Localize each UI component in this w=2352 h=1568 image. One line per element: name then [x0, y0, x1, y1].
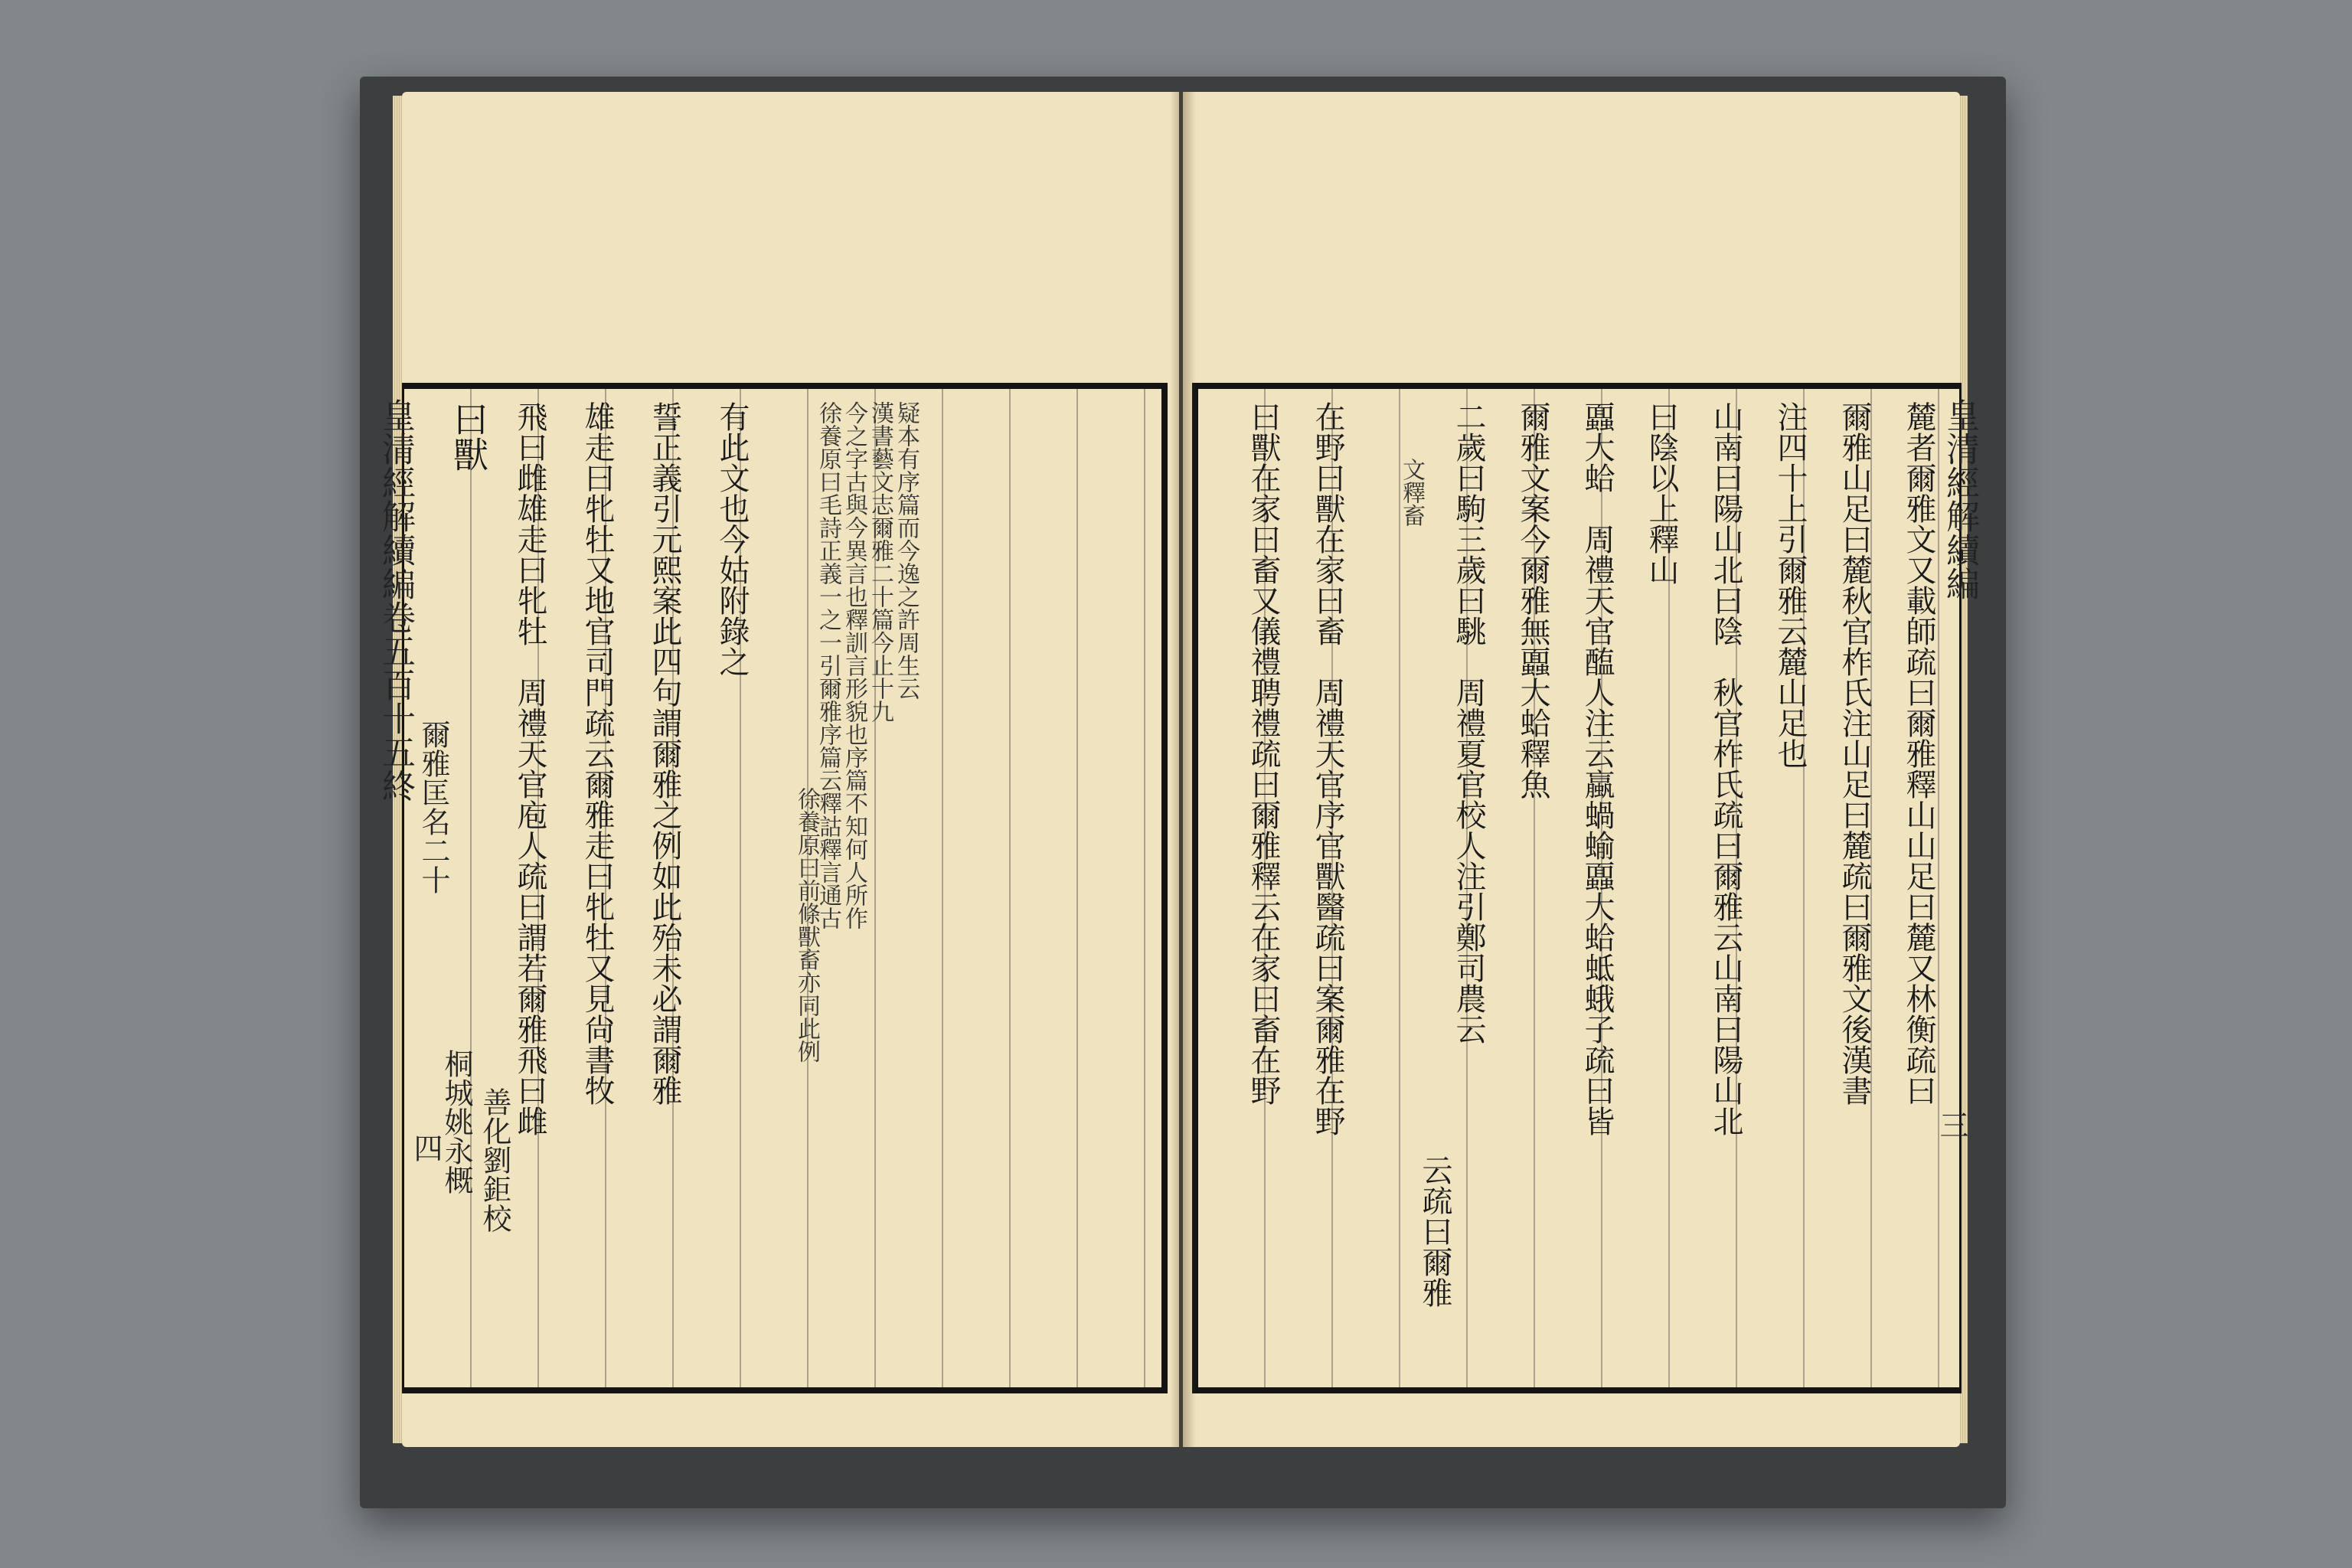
note-column: 今之字古與今異言也釋訓言形貌也序篇不知何人所作 — [841, 401, 867, 929]
right-page-number: 三 — [1935, 1110, 1968, 1139]
text-column: 爾雅文案今爾雅無蠠大蛤釋魚 — [1515, 401, 1550, 799]
text-column: 在野曰獸在家曰畜 周禮天官序官獸醫疏曰案爾雅在野 — [1310, 401, 1345, 1136]
text-column: 有此文也今姑附錄之 — [714, 401, 750, 677]
text-column: 飛曰雌雄走曰牝牡 周禮天官庖人疏曰謂若爾雅飛曰雌 — [512, 401, 547, 1136]
note-column: 文釋畜 — [1398, 458, 1425, 527]
note-column: 徐養原曰毛詩正義一之一引爾雅序篇云釋詁釋言通古 — [815, 401, 841, 929]
text-column: 誓正義引元熙案此四句謂爾雅之例如此殆未必謂爾雅 — [647, 401, 682, 1106]
text-column: 曰陰以上釋山 — [1644, 401, 1679, 585]
note-column: 疑本有序篇而今逸之許周生云 — [893, 401, 920, 700]
text-column: 麓者爾雅文又載師疏曰爾雅釋山山足曰麓又林衡疏曰 — [1901, 401, 1936, 1106]
text-column: 雄走曰牝牡又地官司門疏云爾雅走曰牝牡又見尙書牧 — [580, 401, 615, 1106]
editor-credit-1: 桐城姚永概 — [439, 1049, 473, 1194]
book-spine — [1170, 92, 1196, 1447]
left-running-title: 皇清經解續編卷五百十五終 — [376, 398, 415, 802]
text-column: 云疏曰爾雅 — [1417, 1155, 1452, 1308]
left-page-number: 四 — [409, 1133, 443, 1162]
left-chapter-label: 爾雅匡名二十 — [416, 720, 450, 894]
note-column: 漢書藝文志爾雅二十篇今止十九 — [867, 401, 893, 723]
note-column: 徐養原曰前條獸畜亦同此例 — [793, 787, 820, 1063]
right-printed-frame — [1192, 383, 1962, 1393]
text-column: 爾雅山足曰麓秋官柞氏注山足曰麓疏曰爾雅文後漢書 — [1837, 401, 1872, 1106]
text-column: 曰獸在家曰畜又儀禮聘禮疏曰爾雅釋云在家曰畜在野 — [1246, 401, 1281, 1106]
right-running-title: 皇清經解續編 — [1940, 398, 1979, 600]
editor-credit-2: 善化劉鉅校 — [478, 1087, 511, 1233]
text-column: 二歲曰駒三歲曰駣 周禮夏官校人注引鄭司農云 — [1451, 401, 1486, 1044]
left-page — [376, 92, 1179, 1447]
column-heading: 曰獸 — [448, 401, 489, 472]
text-column: 山南曰陽山北曰陰 秋官柞氏疏曰爾雅云山南曰陽山北 — [1708, 401, 1743, 1136]
right-page — [1183, 92, 1979, 1447]
text-column: 注四十上引爾雅云麓山足也 — [1772, 401, 1808, 769]
left-printed-frame — [402, 383, 1168, 1393]
text-column: 蠠大蛤 周禮天官醢人注云蠃蝸蝓蠠大蛤蚳蛾子疏曰皆 — [1579, 401, 1615, 1136]
